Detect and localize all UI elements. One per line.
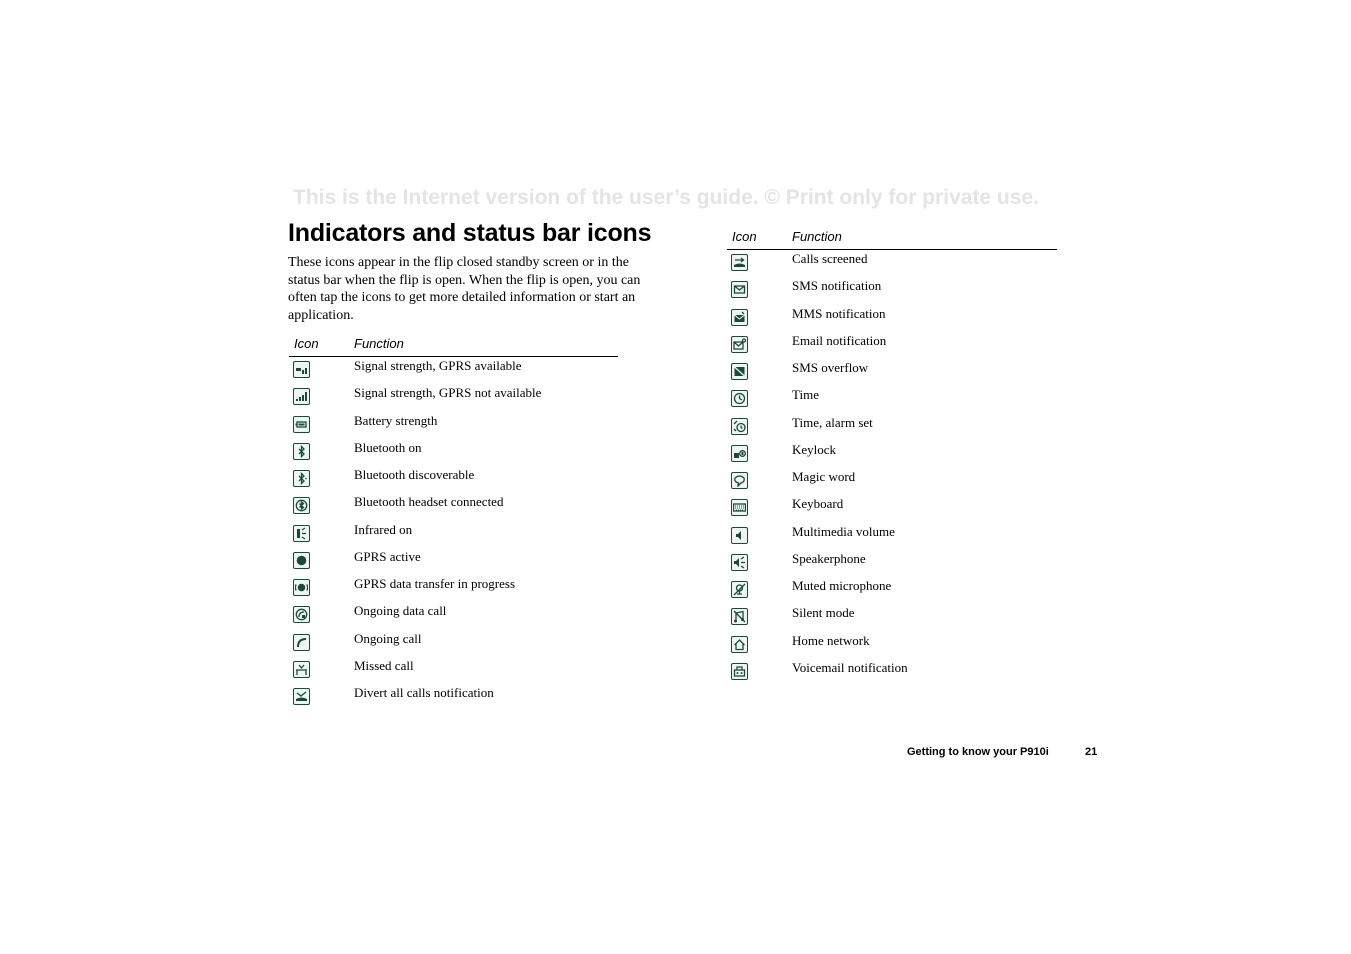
table-row xyxy=(289,684,618,711)
table-row xyxy=(289,548,618,575)
icon-column-header: Icon xyxy=(732,229,757,244)
table-row xyxy=(289,630,618,657)
function-description: Silent mode xyxy=(792,605,855,621)
table-header xyxy=(289,334,618,357)
function-description: Voicemail notification xyxy=(792,659,908,675)
gprs-active-icon xyxy=(293,552,310,569)
table-row xyxy=(727,632,1057,659)
table-row xyxy=(727,523,1057,550)
function-description: MMS notification xyxy=(792,305,886,321)
signal-icon xyxy=(293,388,310,405)
function-description: Battery strength xyxy=(354,412,438,428)
table-row xyxy=(289,521,618,548)
clock-icon xyxy=(731,390,748,407)
function-description: Ongoing call xyxy=(354,630,422,646)
bluetooth-discoverable-icon xyxy=(293,470,310,487)
intro-paragraph: These icons appear in the flip closed standby screen or in the status bar when the flip is open. When the flip is open, you can often tap the icons to get more detailed information or start an application. xyxy=(288,255,641,324)
bluetooth-icon xyxy=(293,443,310,460)
function-description: Email notification xyxy=(792,332,887,348)
function-description: Bluetooth headset connected xyxy=(354,494,504,510)
table-row xyxy=(289,466,618,493)
table-row xyxy=(727,441,1057,468)
keyboard-icon xyxy=(731,499,748,516)
table-row xyxy=(289,657,618,684)
table-row xyxy=(727,359,1057,386)
table-body xyxy=(727,250,1057,686)
table-row xyxy=(289,412,618,439)
table-row xyxy=(289,575,618,602)
signal-gprs-icon xyxy=(293,361,310,378)
muted-microphone-icon xyxy=(731,581,748,598)
table-row xyxy=(727,495,1057,522)
page-number: 21 xyxy=(1085,746,1098,758)
function-description: Keyboard xyxy=(792,496,844,512)
bluetooth-headset-icon xyxy=(293,497,310,514)
table-row xyxy=(727,604,1057,631)
function-column-header: Function xyxy=(792,229,842,244)
watermark-text: This is the Internet version of the user’s guide. © Print only for private use. xyxy=(293,186,1039,209)
function-description: Home network xyxy=(792,632,870,648)
table-row xyxy=(727,305,1057,332)
function-description: Keylock xyxy=(792,441,837,457)
battery-icon xyxy=(293,416,310,433)
table-row xyxy=(727,468,1057,495)
table-row xyxy=(727,414,1057,441)
function-description: Time, alarm set xyxy=(792,414,873,430)
calls-screened-icon xyxy=(731,254,748,271)
keylock-icon xyxy=(731,445,748,462)
function-description: Infrared on xyxy=(354,521,413,537)
function-description: Missed call xyxy=(354,657,414,673)
function-description: GPRS data transfer in progress xyxy=(354,576,516,591)
table-row xyxy=(727,277,1057,304)
alarm-icon xyxy=(731,418,748,435)
page-title: Indicators and status bar icons xyxy=(288,219,652,247)
icon-table-left xyxy=(289,334,618,711)
function-description: GPRS active xyxy=(354,548,421,564)
function-description: SMS overflow xyxy=(792,360,869,375)
function-column-header: Function xyxy=(354,336,404,351)
table-row xyxy=(727,659,1057,686)
function-description: Signal strength, GPRS available xyxy=(354,358,522,373)
table-row xyxy=(289,602,618,629)
function-description: Time xyxy=(792,387,819,403)
table-row xyxy=(289,384,618,411)
table-row xyxy=(289,493,618,520)
data-call-icon xyxy=(293,606,310,623)
voicemail-icon xyxy=(731,663,748,680)
mms-icon xyxy=(731,309,748,326)
divert-calls-icon xyxy=(293,688,310,705)
infrared-icon xyxy=(293,525,310,542)
sms-icon xyxy=(731,281,748,298)
table-row xyxy=(289,439,618,466)
call-icon xyxy=(293,634,310,651)
email-icon xyxy=(731,336,748,353)
function-description: SMS notification xyxy=(792,278,882,294)
speakerphone-icon xyxy=(731,554,748,571)
function-description: Speakerphone xyxy=(792,550,866,566)
missed-call-icon xyxy=(293,661,310,678)
home-network-icon xyxy=(731,636,748,653)
function-description: Bluetooth discoverable xyxy=(354,467,475,482)
function-description: Multimedia volume xyxy=(792,523,895,539)
silent-mode-icon xyxy=(731,608,748,625)
table-row xyxy=(727,332,1057,359)
gprs-transfer-icon xyxy=(293,579,310,596)
function-description: Bluetooth on xyxy=(354,439,422,455)
function-description: Calls screened xyxy=(792,251,868,266)
function-description: Signal strength, GPRS not available xyxy=(354,385,542,401)
function-description: Ongoing data call xyxy=(354,603,447,619)
sms-overflow-icon xyxy=(731,363,748,380)
table-row xyxy=(727,577,1057,604)
icon-column-header: Icon xyxy=(294,336,319,351)
table-header xyxy=(727,227,1057,250)
table-row xyxy=(727,550,1057,577)
volume-icon xyxy=(731,527,748,544)
table-row xyxy=(727,386,1057,413)
function-description: Divert all calls notification xyxy=(354,685,494,700)
function-description: Magic word xyxy=(792,469,856,484)
table-body xyxy=(289,357,618,711)
table-row xyxy=(727,250,1057,277)
magic-word-icon xyxy=(731,472,748,489)
footer-chapter-title: Getting to know your P910i xyxy=(907,746,1049,758)
function-description: Muted microphone xyxy=(792,578,892,593)
icon-table-right xyxy=(727,227,1057,686)
table-row xyxy=(289,357,618,384)
